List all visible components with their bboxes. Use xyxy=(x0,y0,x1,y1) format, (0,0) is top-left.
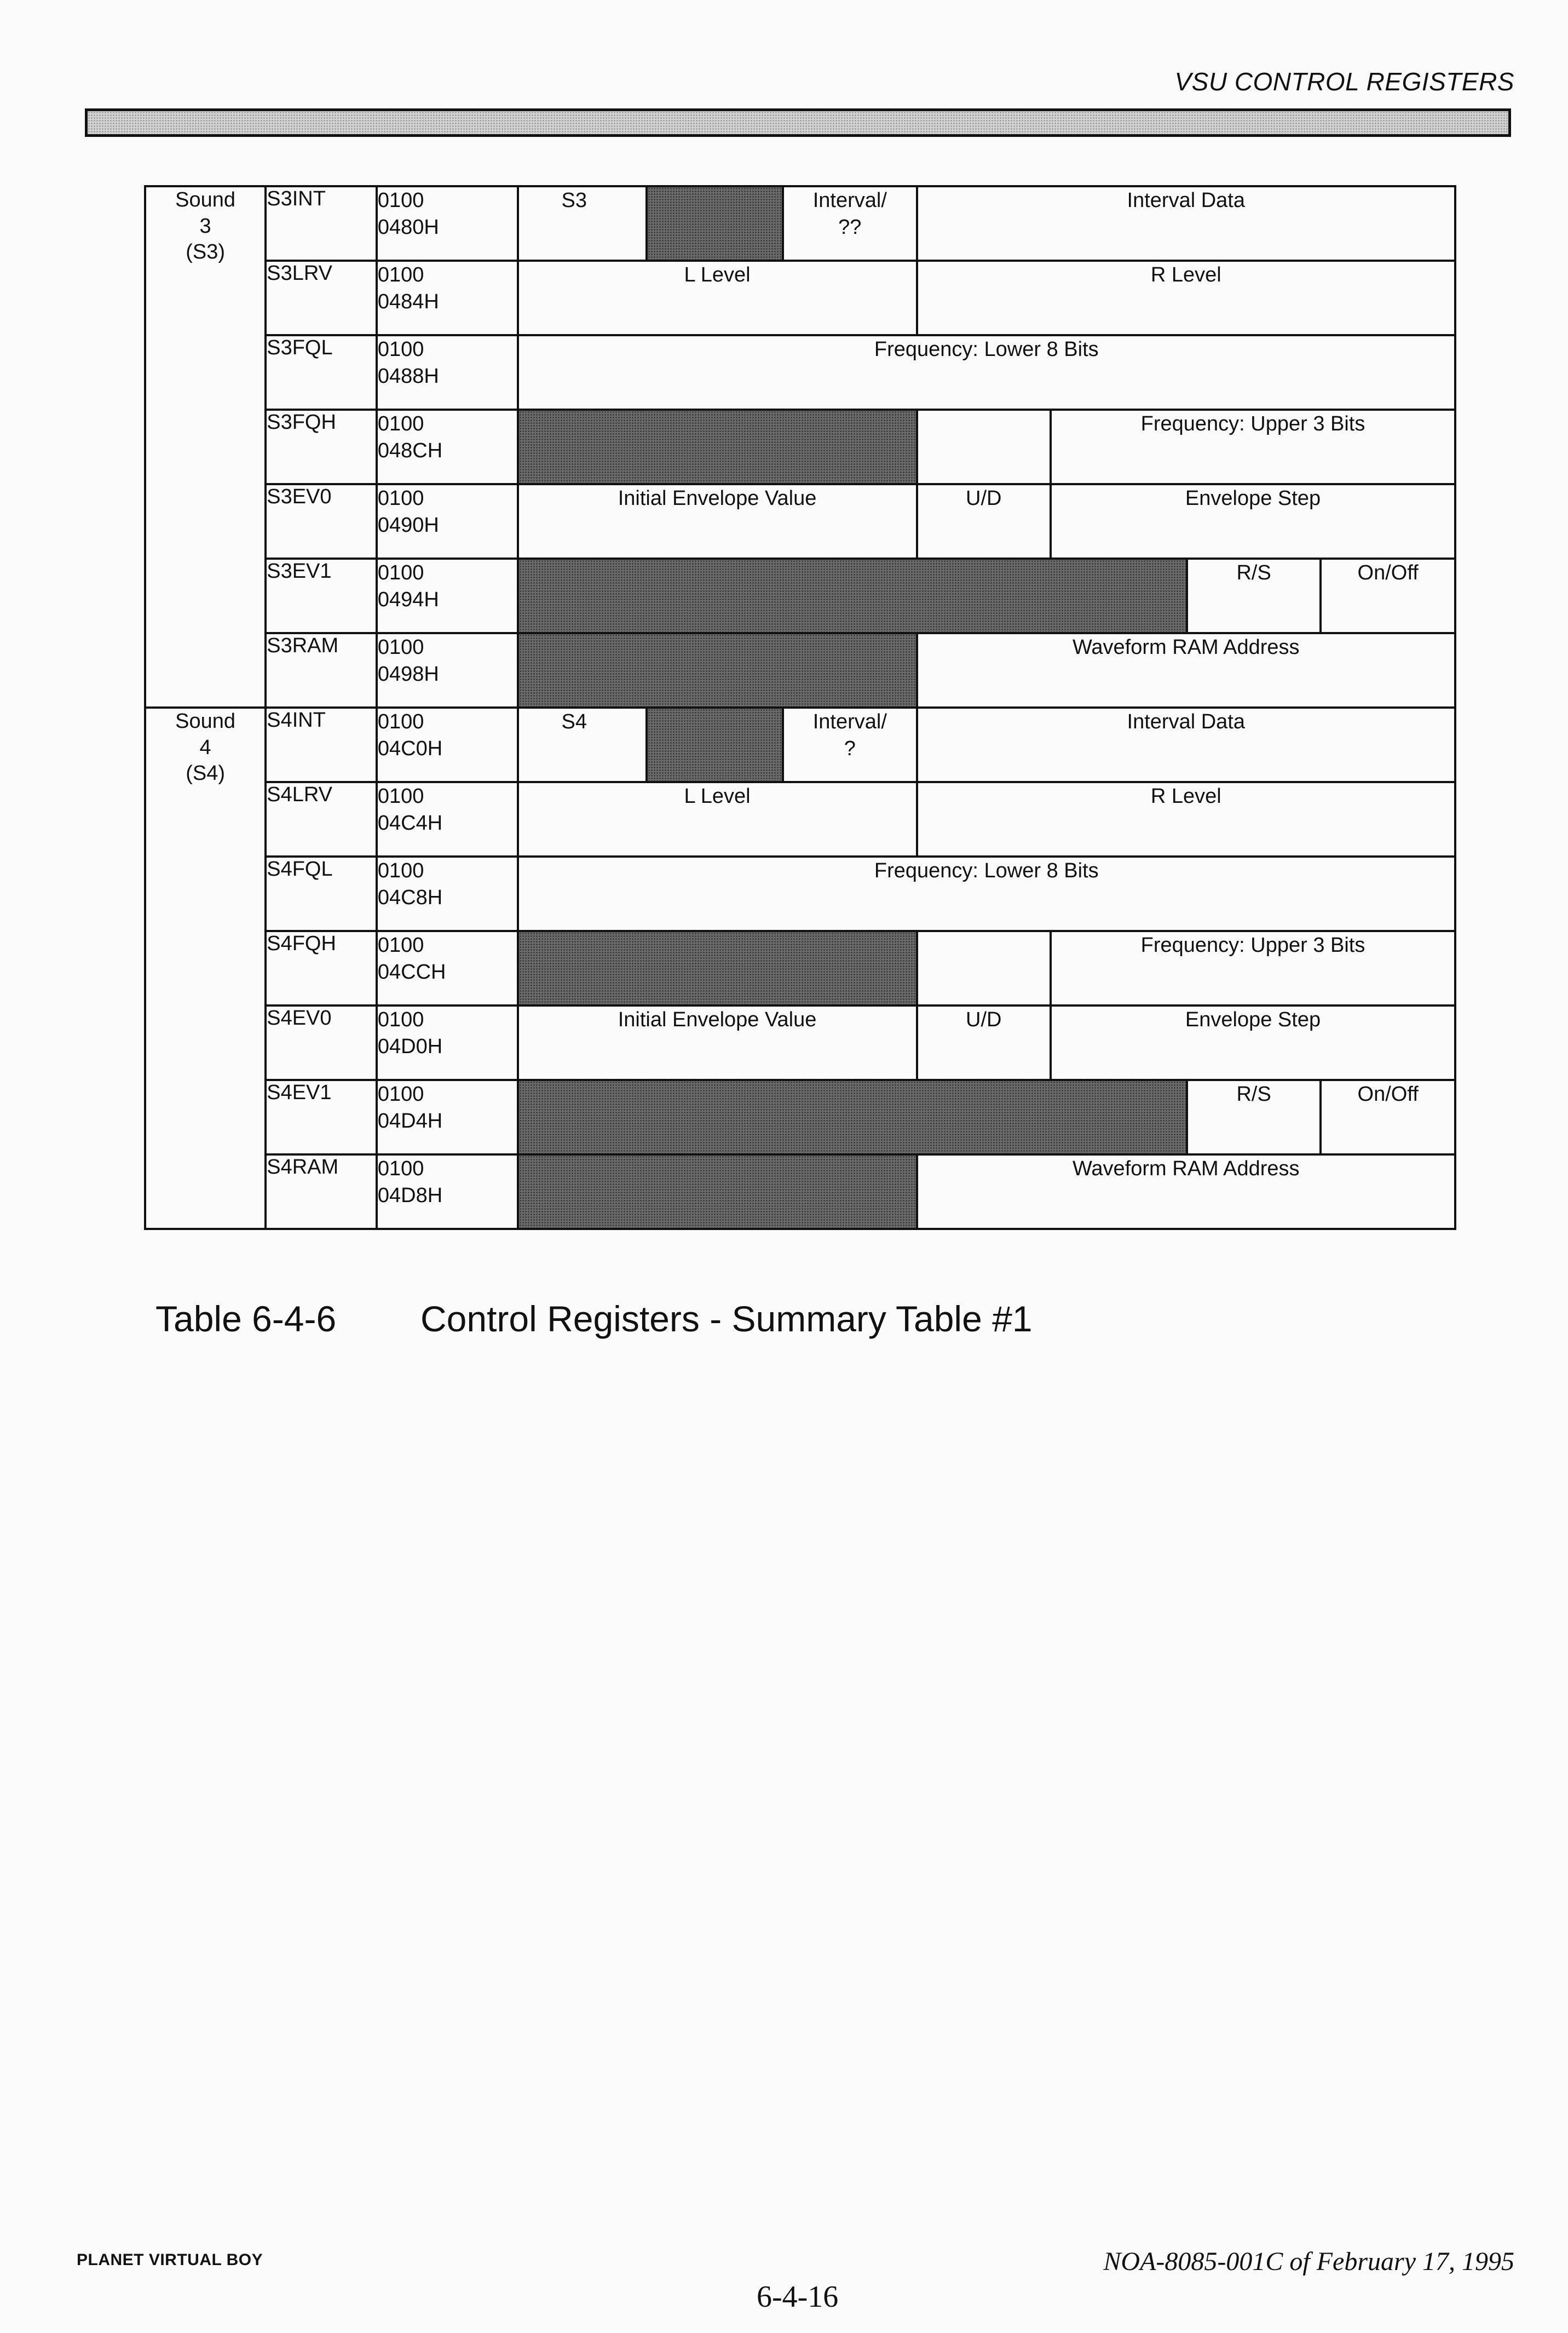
register-row xyxy=(145,410,1455,484)
header-rule-bar xyxy=(85,108,1511,137)
sound-group-label-line: Sound xyxy=(175,710,236,733)
register-row xyxy=(145,1005,1455,1080)
sound-group-label xyxy=(145,708,266,1229)
register-name: S3LRV xyxy=(266,261,377,335)
repeat-stop-flag: R/S xyxy=(1187,1080,1321,1154)
envelope-step: Envelope Step xyxy=(1051,1005,1455,1080)
interval-data: Interval Data xyxy=(917,186,1455,261)
register-address xyxy=(377,1154,518,1229)
register-address-line: 0100 xyxy=(377,412,424,435)
page-number: 6-4-16 xyxy=(757,2280,839,2314)
register-row xyxy=(145,1154,1455,1229)
register-address-line: 0100 xyxy=(377,189,424,212)
register-row xyxy=(145,484,1455,559)
initial-envelope-value: Initial Envelope Value xyxy=(518,484,917,559)
right-level: R Level xyxy=(917,261,1455,335)
register-address-line: 0494H xyxy=(377,588,439,612)
register-address-line: 0100 xyxy=(377,636,424,659)
register-address-line: 0100 xyxy=(377,859,424,882)
register-name: S3FQH xyxy=(266,410,377,484)
on-off-flag: On/Off xyxy=(1321,1080,1455,1154)
register-row xyxy=(145,559,1455,633)
sound-group-label-line: (S3) xyxy=(186,240,226,263)
register-name: S4FQH xyxy=(266,931,377,1005)
register-address-line: 0100 xyxy=(377,487,424,510)
register-address-line: 0100 xyxy=(377,561,424,584)
register-address-line: 0100 xyxy=(377,1157,424,1180)
register-address-line: 04C4H xyxy=(377,812,443,835)
register-address xyxy=(377,484,518,559)
frequency-upper: Frequency: Upper 3 Bits xyxy=(1051,410,1455,484)
unused-bits xyxy=(647,186,783,261)
register-name: S4INT xyxy=(266,708,377,782)
footer-right: NOA-8085-001C of February 17, 1995 xyxy=(1103,2247,1514,2276)
channel-tag: S4 xyxy=(518,708,647,782)
interval-data: Interval Data xyxy=(917,708,1455,782)
register-address-line: 04C0H xyxy=(377,737,443,761)
repeat-stop-flag: R/S xyxy=(1187,559,1321,633)
on-off-flag: On/Off xyxy=(1321,559,1455,633)
register-address-line: 0100 xyxy=(377,1083,424,1106)
table-caption-number: Table 6-4-6 xyxy=(155,1298,337,1339)
interval-flag-line: ? xyxy=(844,737,856,761)
register-address xyxy=(377,857,518,931)
register-summary-table xyxy=(144,185,1456,1230)
unused-bits xyxy=(518,931,917,1005)
up-down-flag: U/D xyxy=(917,1005,1051,1080)
register-row xyxy=(145,782,1455,857)
register-name: S3EV0 xyxy=(266,484,377,559)
register-address xyxy=(377,410,518,484)
sound-group-label xyxy=(145,186,266,708)
register-address-line: 04CCH xyxy=(377,961,446,984)
frequency-lower: Frequency: Lower 8 Bits xyxy=(518,335,1455,410)
register-row xyxy=(145,633,1455,708)
sound-group-label-line: Sound xyxy=(175,188,236,211)
waveform-ram-address: Waveform RAM Address xyxy=(917,633,1455,708)
register-address-line: 0100 xyxy=(377,1008,424,1031)
interval-flag-line: Interval/ xyxy=(812,189,887,212)
interval-flag-line: Interval/ xyxy=(812,710,887,733)
footer-left: PLANET VIRTUAL BOY xyxy=(77,2251,263,2269)
register-row xyxy=(145,1080,1455,1154)
register-name: S3INT xyxy=(266,186,377,261)
unused-bits xyxy=(518,410,917,484)
up-down-flag: U/D xyxy=(917,484,1051,559)
register-row xyxy=(145,335,1455,410)
register-address xyxy=(377,1080,518,1154)
register-address-line: 04D8H xyxy=(377,1184,443,1208)
table-caption-title: Control Registers - Summary Table #1 xyxy=(420,1298,1033,1339)
register-address-line: 0498H xyxy=(377,663,439,686)
register-name: S3RAM xyxy=(266,633,377,708)
register-address-line: 04D0H xyxy=(377,1035,443,1059)
register-address-line: 0488H xyxy=(377,365,439,388)
register-address-line: 0480H xyxy=(377,216,439,239)
right-level: R Level xyxy=(917,782,1455,857)
register-address-line: 04C8H xyxy=(377,886,443,910)
register-address-line: 0100 xyxy=(377,338,424,361)
frequency-lower: Frequency: Lower 8 Bits xyxy=(518,857,1455,931)
register-row xyxy=(145,931,1455,1005)
register-row xyxy=(145,186,1455,261)
left-level: L Level xyxy=(518,782,917,857)
register-address xyxy=(377,1005,518,1080)
sound-group-label-line: 4 xyxy=(199,735,211,759)
register-address-line: 0490H xyxy=(377,514,439,537)
register-name: S4LRV xyxy=(266,782,377,857)
frequency-upper: Frequency: Upper 3 Bits xyxy=(1051,931,1455,1005)
unused-bits xyxy=(518,1080,1187,1154)
register-row xyxy=(145,261,1455,335)
interval-flag xyxy=(783,186,916,261)
register-row xyxy=(145,708,1455,782)
empty-bits xyxy=(917,410,1051,484)
register-address-line: 04D4H xyxy=(377,1110,443,1133)
sound-group-label-line: 3 xyxy=(199,214,211,238)
register-address-line: 0484H xyxy=(377,290,439,314)
register-name: S4RAM xyxy=(266,1154,377,1229)
register-name: S3FQL xyxy=(266,335,377,410)
running-header: VSU CONTROL REGISTERS xyxy=(1174,67,1514,96)
register-address xyxy=(377,782,518,857)
register-name: S4FQL xyxy=(266,857,377,931)
register-name: S3EV1 xyxy=(266,559,377,633)
unused-bits xyxy=(518,1154,917,1229)
register-address-line: 048CH xyxy=(377,439,443,463)
register-address xyxy=(377,335,518,410)
initial-envelope-value: Initial Envelope Value xyxy=(518,1005,917,1080)
register-address-line: 0100 xyxy=(377,263,424,286)
channel-tag: S3 xyxy=(518,186,647,261)
register-address xyxy=(377,261,518,335)
register-address xyxy=(377,708,518,782)
waveform-ram-address: Waveform RAM Address xyxy=(917,1154,1455,1229)
unused-bits xyxy=(647,708,783,782)
sound-group-label-line: (S4) xyxy=(186,762,226,785)
register-address-line: 0100 xyxy=(377,934,424,957)
interval-flag-line: ?? xyxy=(838,216,862,239)
unused-bits xyxy=(518,633,917,708)
register-address-line: 0100 xyxy=(377,785,424,808)
envelope-step: Envelope Step xyxy=(1051,484,1455,559)
register-address xyxy=(377,186,518,261)
register-name: S4EV1 xyxy=(266,1080,377,1154)
register-address xyxy=(377,559,518,633)
left-level: L Level xyxy=(518,261,917,335)
interval-flag xyxy=(783,708,916,782)
register-address xyxy=(377,633,518,708)
unused-bits xyxy=(518,559,1187,633)
register-row xyxy=(145,857,1455,931)
register-name: S4EV0 xyxy=(266,1005,377,1080)
register-address xyxy=(377,931,518,1005)
register-address-line: 0100 xyxy=(377,710,424,733)
empty-bits xyxy=(917,931,1051,1005)
